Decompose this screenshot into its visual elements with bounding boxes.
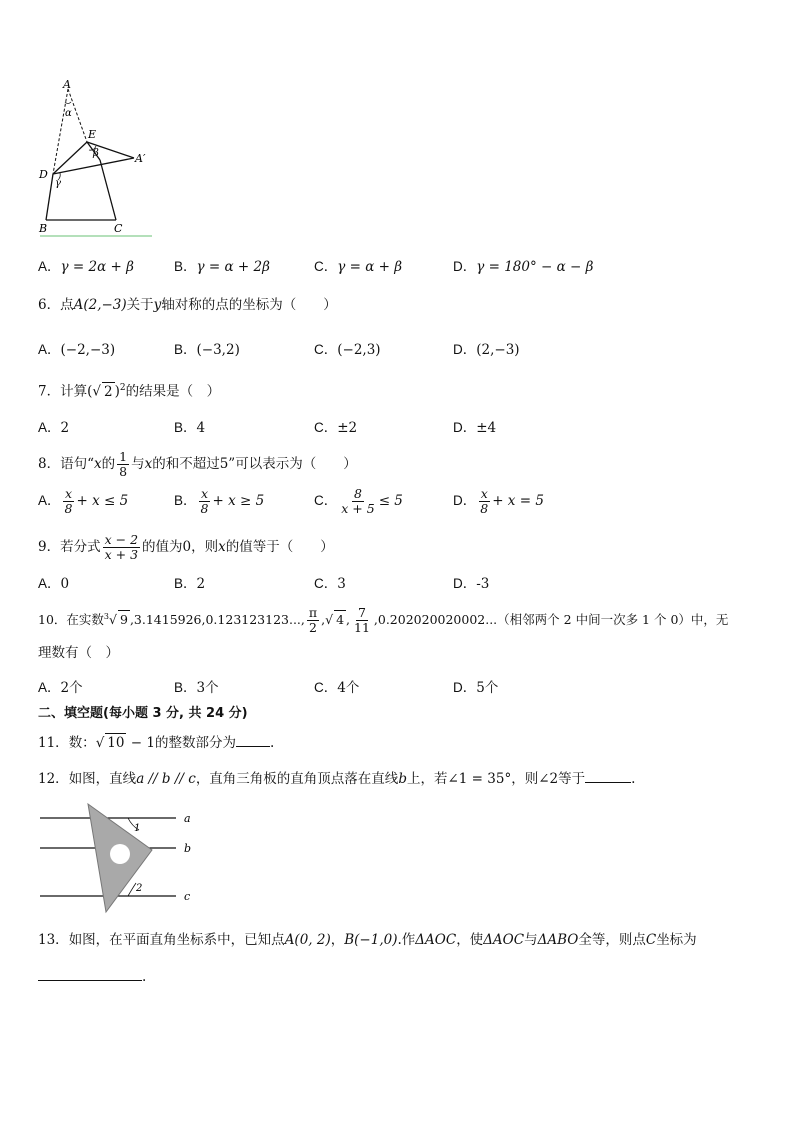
option-label: B．: [174, 680, 197, 695]
option-label: D．: [453, 576, 477, 591]
option-text: 2: [196, 576, 206, 592]
fraction-denominator: x + 3: [104, 547, 139, 562]
q11-post: 的整数部分为: [154, 735, 236, 751]
option-label: D．: [453, 680, 477, 695]
question-10-line2: 理数有（ ）: [38, 645, 119, 661]
option-label: A．: [38, 420, 61, 435]
option-text: γ = α + 2β: [196, 259, 270, 275]
label-A: A: [63, 78, 71, 91]
fraction-denominator: 8: [200, 501, 209, 516]
option-label: C．: [314, 493, 338, 508]
q13-text2: .作: [397, 932, 416, 948]
answer-blank[interactable]: [236, 746, 270, 747]
q13-point-b: B(−1,0): [344, 932, 398, 948]
question-number: 10．: [38, 612, 67, 627]
q10-cbrt-radicand: 9: [119, 612, 128, 627]
option-rest: + x = 5: [492, 493, 544, 509]
question-number: 6．: [38, 297, 61, 313]
fraction-denominator: 11: [354, 620, 370, 635]
q13-text1: 如图，在平面直角坐标系中，已知点: [68, 932, 285, 948]
q9-option-a[interactable]: [38, 572, 69, 592]
label-line-b: b: [184, 842, 192, 855]
option-text: ±4: [476, 420, 497, 436]
question-8: [38, 450, 357, 479]
q8-fraction: [117, 450, 129, 479]
q10-sqrt4: 4: [336, 612, 345, 627]
label-line-c: c: [184, 890, 191, 903]
q9-var: x: [218, 539, 226, 555]
option-rest: + x ≥ 5: [212, 493, 265, 509]
q7-radicand: 2: [103, 383, 113, 400]
option-label: A．: [38, 259, 61, 274]
q7-option-c[interactable]: [314, 416, 357, 436]
option-label: C．: [314, 680, 338, 695]
option-fraction: [478, 487, 490, 516]
q8-pre: 语句“: [60, 456, 94, 472]
q12-angle2: ∠2: [538, 771, 559, 787]
q13-tri2: ΔAOC: [483, 932, 525, 948]
q5-option-a[interactable]: [38, 255, 134, 275]
q12-text5: 等于: [558, 771, 586, 787]
fraction-numerator: 8: [353, 486, 362, 501]
q13-tri1: ΔAOC: [415, 932, 457, 948]
label-E: E: [88, 128, 97, 141]
q13-text4: 与: [524, 932, 538, 948]
q5-option-d[interactable]: [453, 255, 593, 275]
q8-option-c[interactable]: [314, 487, 403, 516]
question-number: 12．: [38, 771, 69, 787]
option-fraction: [199, 487, 211, 516]
option-label: D．: [453, 342, 477, 357]
q8-mid2: 与: [131, 456, 145, 472]
option-text: -3: [476, 576, 490, 592]
fraction-denominator: 2: [309, 620, 317, 635]
q7-pre: 计算: [60, 383, 88, 400]
option-label: A．: [38, 342, 61, 357]
edge-DA-prime: [53, 158, 134, 174]
label-B: B: [39, 222, 48, 235]
q10-seq1: ,3.1415926,0.123123123...,: [129, 612, 305, 627]
option-text: 3个: [196, 680, 219, 696]
q7-post: 的结果是（ ）: [125, 383, 221, 400]
fraction-numerator: 1: [119, 449, 128, 464]
option-text: 2: [60, 420, 70, 436]
q9-option-b[interactable]: [174, 572, 205, 592]
option-text: ±2: [337, 420, 358, 436]
fraction-numerator: x − 2: [104, 532, 139, 547]
option-text: γ = α + β: [337, 259, 403, 275]
q9-option-c[interactable]: [314, 572, 346, 592]
option-label: A．: [38, 680, 61, 695]
label-alpha: α: [65, 108, 72, 119]
q6-option-c[interactable]: [314, 338, 381, 358]
fraction-numerator: 7: [357, 605, 366, 620]
option-text: 3: [337, 576, 346, 592]
q12-text3: 上，若: [406, 771, 448, 787]
option-rest: ≤ 5: [378, 493, 403, 509]
question-7: 7．计算(√ 2 )$^2$的结果是（ ）: [38, 383, 221, 400]
fraction-denominator: 8: [480, 501, 489, 516]
label-C: C: [114, 222, 123, 235]
label-D: D: [39, 168, 48, 181]
question-number: 13．: [38, 932, 69, 948]
q12-lines: a // b // c: [136, 771, 196, 787]
option-label: B．: [174, 420, 197, 435]
q7-option-d[interactable]: [453, 416, 496, 436]
option-rest: + x ≤ 5: [76, 493, 129, 509]
label-gamma: γ: [55, 178, 61, 189]
q12-b: b: [398, 771, 407, 787]
q6-option-d[interactable]: [453, 338, 520, 358]
fraction-numerator: x: [64, 486, 73, 501]
q12-text4: ，则: [511, 771, 539, 787]
question-number: 7．: [38, 383, 61, 400]
fraction-numerator: π: [308, 605, 318, 620]
option-label: A．: [38, 493, 61, 508]
option-text: 5个: [476, 680, 499, 696]
q9-pre: 若分式: [60, 539, 101, 555]
figure-q12: [36, 800, 206, 916]
q7-option-a[interactable]: [38, 416, 69, 436]
option-text: γ = 2α + β: [60, 259, 134, 275]
option-text: (−2,−3): [60, 342, 116, 358]
q11-pre: 数：: [68, 735, 96, 751]
q5-option-c[interactable]: [314, 255, 402, 275]
q9-option-d[interactable]: [453, 572, 489, 592]
q11-radicand: 10: [107, 735, 125, 751]
option-label: A．: [38, 576, 61, 591]
label-line-a: a: [184, 812, 191, 825]
question-number: 11．: [38, 735, 69, 751]
q9-fraction: [103, 533, 140, 562]
option-label: B．: [174, 259, 197, 274]
label-angle-2: 2: [136, 883, 143, 894]
q10-seq2: ,0.202020020002...: [373, 612, 498, 627]
option-label: B．: [174, 493, 197, 508]
option-text: 2个: [60, 680, 83, 696]
section-heading: 二、填空题(每小题 3 分, 共 24 分): [38, 706, 248, 721]
q13-text3: ，使: [456, 932, 484, 948]
q8-var2: x: [144, 456, 153, 472]
q6-point: A(2,−3): [73, 297, 127, 313]
q13-point-a: A(0, 2): [284, 932, 331, 948]
label-beta: β: [93, 148, 99, 159]
q13-sep: ，: [330, 932, 345, 948]
q10-note: （相邻两个 2 中间一次多 1 个 0）中，无: [497, 612, 729, 627]
q10-option-a[interactable]: [38, 676, 83, 696]
q8-var1: x: [94, 456, 102, 472]
question-12: 12．如图，直线a // b // c，直角三角板的直角顶点落在直线b上，若∠1 = 35°，则∠2等于 .: [38, 771, 636, 787]
q6-post: 轴对称的点的坐标为（ ）: [161, 297, 337, 313]
q13-tri3: ΔABO: [537, 932, 579, 948]
option-text: 4个: [337, 680, 360, 696]
answer-blank[interactable]: [38, 980, 142, 981]
option-text: γ = 180° − α − β: [476, 259, 594, 275]
q10-option-b[interactable]: [174, 676, 219, 696]
q7-option-b[interactable]: [174, 416, 205, 436]
q8-option-b[interactable]: [174, 487, 264, 516]
q7-exponent: 2: [119, 383, 126, 393]
q10-pi-fraction: [307, 606, 319, 635]
option-text: 0: [60, 576, 70, 592]
q6-option-a[interactable]: [38, 338, 115, 358]
option-label: C．: [314, 420, 338, 435]
option-text: (−2,3): [337, 342, 381, 358]
q13-point-c: C: [645, 932, 657, 948]
option-text: (2,−3): [476, 342, 520, 358]
question-13: [38, 931, 697, 949]
question-9: [38, 533, 334, 562]
question-13-line2: .: [38, 968, 146, 986]
option-label: D．: [453, 420, 477, 435]
fraction-denominator: 8: [119, 464, 128, 479]
q6-option-b[interactable]: [174, 338, 240, 358]
q11-minus: − 1: [126, 735, 155, 751]
q5-option-b[interactable]: [174, 255, 270, 275]
option-label: C．: [314, 259, 338, 274]
q8-post: 的和不超过5”可以表示为（ ）: [152, 456, 357, 472]
q12-text2: ，直角三角板的直角顶点落在直线: [195, 771, 399, 787]
option-label: C．: [314, 576, 338, 591]
option-label: C．: [314, 342, 338, 357]
option-fraction: [339, 487, 376, 516]
q13-text5: 全等，则点: [578, 932, 646, 948]
q10-cbrt-index: 3: [103, 611, 110, 621]
arc-angle-2: [128, 883, 136, 896]
ruler-hole: [110, 844, 130, 864]
q10-seven-eleven: [352, 606, 372, 635]
q6-pre: 点: [60, 297, 74, 313]
option-label: B．: [174, 576, 197, 591]
option-text: (−3,2): [196, 342, 240, 358]
q9-mid: 的值为0，则: [142, 539, 219, 555]
q12-angle1: ∠1 = 35°: [447, 771, 512, 787]
fraction-numerator: x: [200, 486, 209, 501]
label-A-prime: A′: [135, 152, 146, 165]
option-label: D．: [453, 493, 477, 508]
fraction-denominator: x + 5: [341, 501, 375, 516]
option-text: 4: [196, 420, 206, 436]
q9-post: 的值等于（ ）: [225, 539, 334, 555]
arc-alpha: [65, 102, 71, 104]
q8-mid1: 的: [101, 456, 116, 472]
option-label: B．: [174, 342, 197, 357]
q10-option-d[interactable]: [453, 676, 498, 696]
fraction-numerator: x: [480, 486, 488, 501]
q10-pre: 在实数: [66, 612, 104, 627]
figure-q5: [34, 78, 164, 240]
option-label: D．: [453, 259, 477, 274]
q8-option-a[interactable]: [38, 487, 128, 516]
edge-CE: [100, 160, 116, 220]
fraction-denominator: 8: [64, 501, 73, 516]
label-angle-1: 1: [134, 823, 141, 834]
q6-axis: y: [153, 297, 162, 313]
q8-option-d[interactable]: [453, 487, 544, 516]
question-6: [38, 296, 337, 314]
answer-blank[interactable]: [585, 782, 631, 783]
q6-mid: 关于: [126, 297, 154, 313]
edge-DE: [53, 142, 87, 174]
question-11: 11．数：√ 10 − 1的整数部分为 .: [38, 735, 275, 751]
option-fraction: [63, 487, 75, 516]
question-10: 10．在实数$^3$√ 9 ,3.1415926,0.123123123..., $\frac{\pi}{2}$ ,√ 4 , $\frac{7}{11}$ ,0.202020020002...（相邻两个 2 中间一次多 1 个 0）中，无: [38, 605, 729, 635]
question-number: 9．: [38, 539, 61, 555]
question-number: 8．: [38, 456, 61, 472]
q13-text6: 坐标为: [656, 932, 697, 948]
q12-text1: 如图，直线: [68, 771, 137, 787]
q10-option-c[interactable]: [314, 676, 359, 696]
